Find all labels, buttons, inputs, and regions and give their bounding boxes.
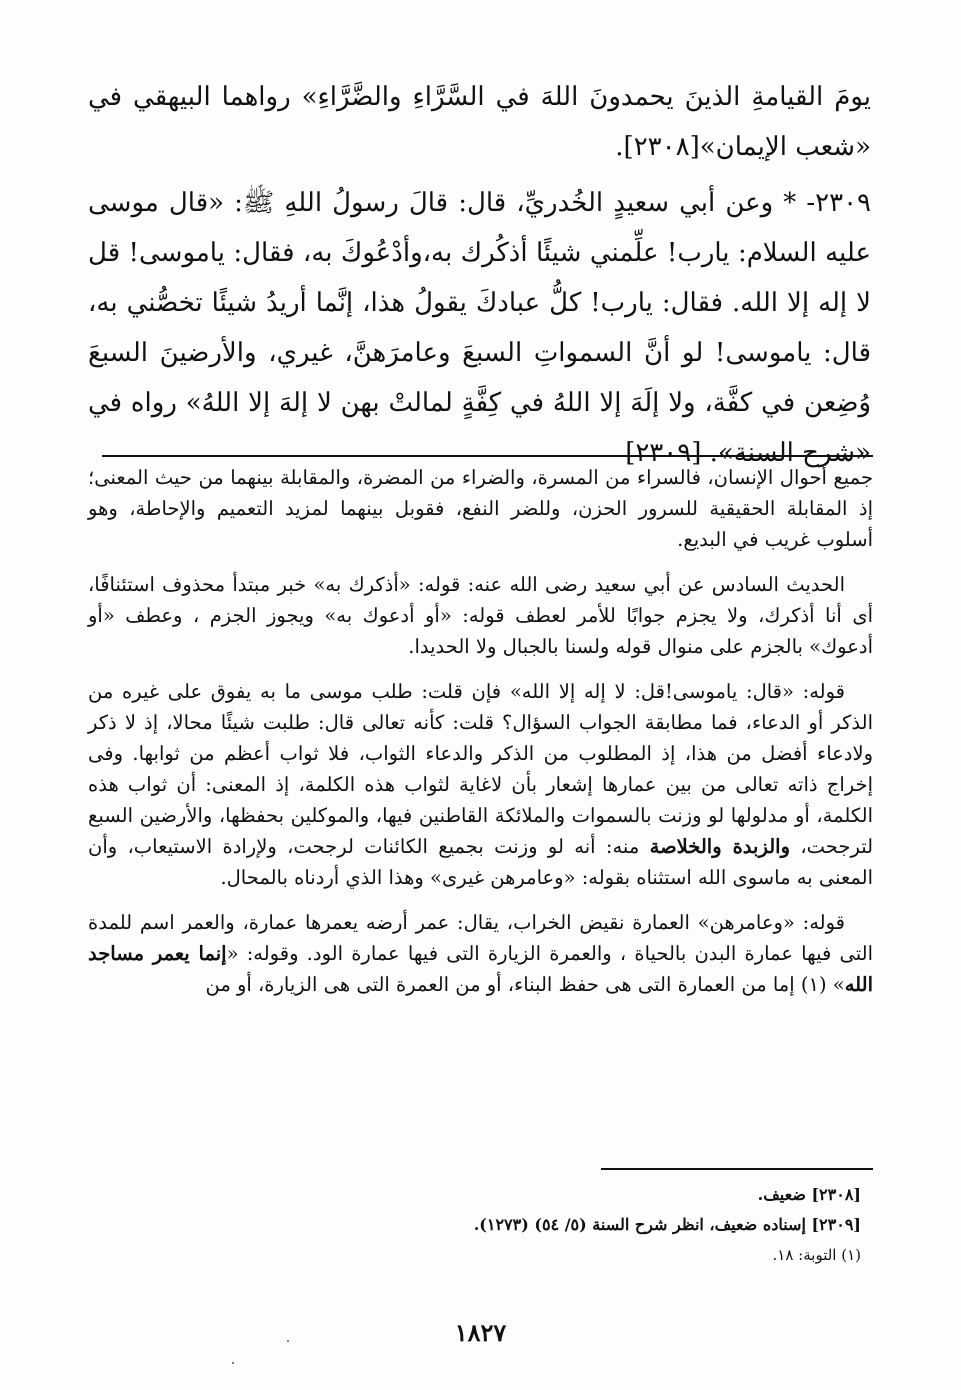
footnote-divider — [601, 1168, 873, 1170]
footnote-1: (١) التوبة: ١٨. — [772, 1246, 861, 1264]
page-number: ١٨٢٧ — [454, 1318, 507, 1347]
commentary-paragraph-3 — [88, 676, 873, 893]
footnotes — [88, 1180, 861, 1270]
commentary-p4-text-b: » (١) إما من العمارة التى هى حفظ البناء، أو من العمرة التى هى الزيارة، أو من — [205, 973, 845, 996]
footnote-2309: [٢٣٠٩] إسناده ضعيف، انظر شرح السنة (٥/ ٥٤) (١٢٧٣). — [473, 1215, 861, 1234]
hadith-2308-text: يومَ القيامةِ الذينَ يحمدونَ اللهَ في السَّرَّاءِ والضَّرَّاءِ» رواهما البيهقي في «شعب الإيمان»[٢٣٠٨]. — [88, 82, 871, 162]
commentary-paragraph-2: الحديث السادس عن أبي سعيد رضى الله عنه: قوله: «أذكرك به» خبر مبتدأ محذوف استئنافًا، أى أنا أذكرك، ولا يجزم جوابًا للأمر لعطف قوله: «أو أدعوك به» ويجوز الجزم ، وعطف «أو أدعوك» بالجزم على منوال قوله ولسنا بالجبال ولا الحديدا. — [88, 573, 873, 658]
scan-speck — [232, 1362, 234, 1364]
commentary-p4-text-a: قوله: «وعامرهن» العمارة نقيض الخراب، يقال: عمر أرضه يعمرها عمارة، والعمر اسم للمدة التى فيها عمارة البدن بالحياة ، والعمرة الزيارة التى فيها عمارة الود. وقوله: « — [88, 911, 873, 965]
commentary-p3-text-b: منه: أنه لو وزنت بجميع الكائنات لرجحت، ولإرادة الاستيعاب، وأن المعنى به ماسوى الله استثناه بقوله: «وعامرهن غيرى» وهذا الذي أردناه بالمحال. — [88, 835, 873, 889]
star-marker: * — [783, 188, 797, 218]
commentary-p3-text-a: قوله: «قال: ياموسى!قل: لا إله إلا الله» فإن قلت: طلب موسى ما به يفوق على غيره من الذكر أو الدعاء، فما مطابقة الجواب السؤال؟ قلت: كأنه تعالى قال: طلبت شيئًا محالا، إذ لا ذكر ولادعاء أفضل من هذا، إذ المطلوب من الذكر والدعاء الثواب، فلا ثواب أعظم من ثوابها. وفى إخراج ذاته تعالى من بين عمارها إشعار بأن لاغاية لثواب هذه الكلمة، إذ المعنى: أن ثواب هذه الكلمة، أو مدلولها لو وزنت بالسموات والملائكة القاطنين فيها، والموكلين بحفظها، والأرضين السبع لترجحت، — [88, 680, 874, 858]
scan-speck — [287, 1340, 289, 1342]
hadith-number: ٢٣٠٩- — [806, 188, 871, 218]
hadith-2309 — [88, 178, 871, 478]
commentary-p3-bold: والزبدة والخلاصة — [649, 835, 790, 858]
commentary-paragraph-1: جميع أحوال الإنسان، فالسراء من المسرة، والضراء من المضرة، والمقابلة بينهما من حيث المعنى؛ إذ المقابلة الحقيقية للسرور الحزن، وللضر النفع، فقوبل بينهما لمزيد التعميم والإحاطة، وهو أسلوب غريب في البديع. — [88, 466, 873, 551]
hadith-2309-text: وعن أبي سعيدٍ الخُدريِّ، قال: قالَ رسولُ اللهِ ﷺ: «قال موسى عليه السلام: يارب! علِّمني شيئًا أذكُرك به،وأدْعُوكَ به، فقال: ياموسى! قل لا إله إلا الله. فقال: يارب! كلُّ عبادكَ يقولُ هذا، إنَّما أريدُ شيئًا تخصُّني به، قال: ياموسى! لو أنَّ السمواتِ السبعَ وعامرَهنَّ، غيري، والأرضينَ السبعَ وُضِعن في كفَّة، ولا إلَهَ إلا اللهُ في كِفَّةٍ لمالتْ بهن لا إلهَ إلا اللهُ» رواه في «شرح السنة». [٢٣٠٩] — [88, 188, 871, 468]
commentary-section — [88, 462, 873, 1014]
footnote-2308: [٢٣٠٨] ضعيف. — [757, 1185, 861, 1204]
commentary-paragraph-4 — [88, 907, 873, 1000]
commentary-p4-bold: إنما يعمر مساجد الله — [88, 942, 873, 996]
text-commentary-divider — [102, 455, 873, 457]
hadith-2308-ending — [88, 72, 871, 172]
